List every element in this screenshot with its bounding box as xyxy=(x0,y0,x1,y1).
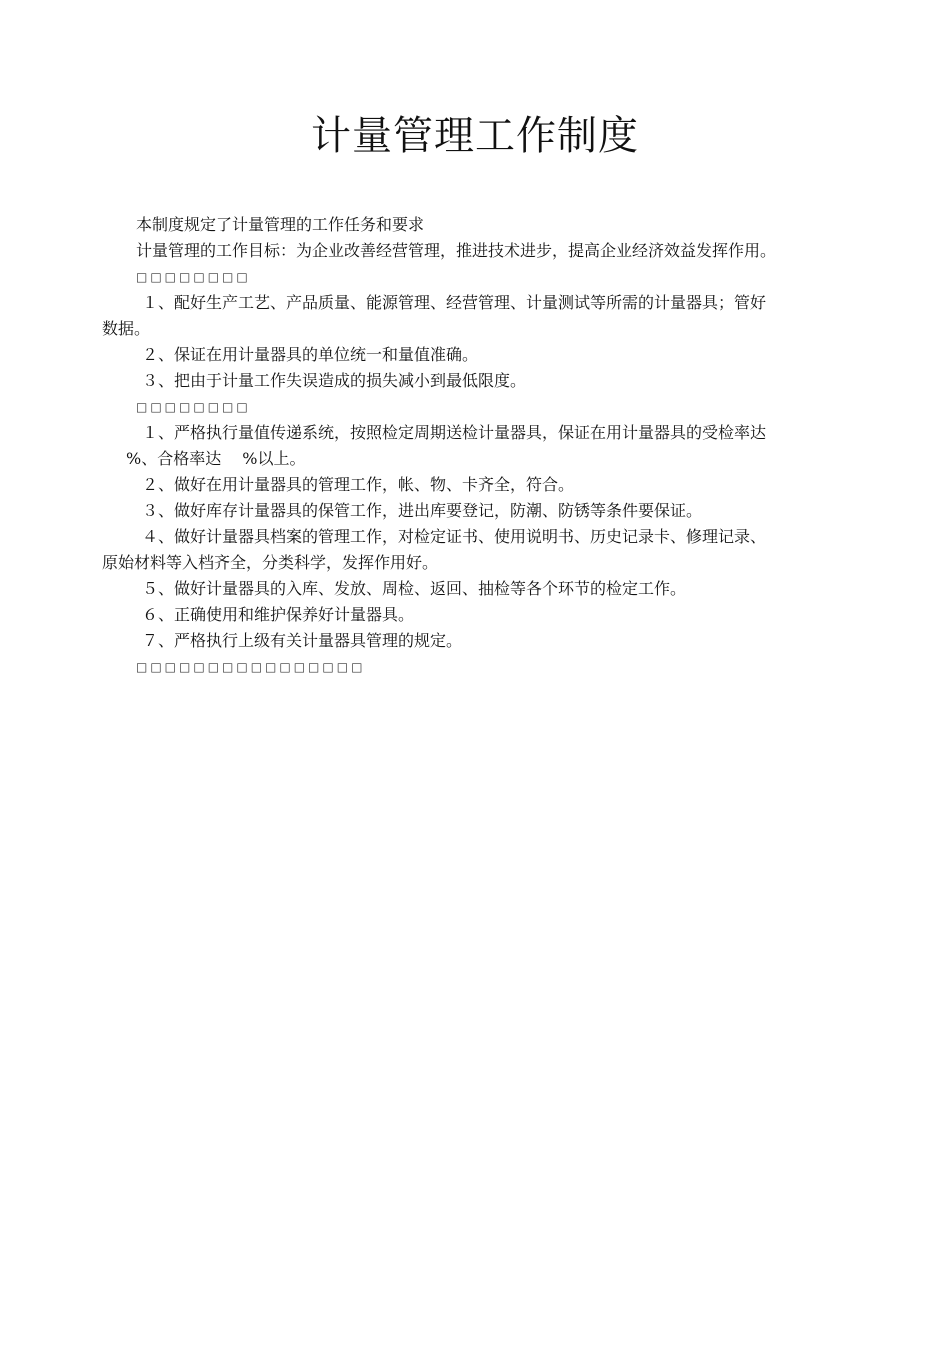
goal-paragraph: 计量管理的工作目标：为企业改善经营管理，推进技术进步，提高企业经济效益发挥作用。 xyxy=(136,241,777,260)
requirement-item-1 xyxy=(102,420,862,472)
task-item-1 xyxy=(102,290,862,342)
requirement-item-7: ７、严格执行上级有关计量器具管理的规定。 xyxy=(142,631,463,650)
requirement-item-4-text: ４、做好计量器具档案的管理工作，对检定证书、使用说明书、历史记录卡、修理记录、 xyxy=(142,527,767,546)
requirement-item-5: ５、做好计量器具的入库、发放、周检、返回、抽检等各个环节的检定工作。 xyxy=(142,579,687,598)
requirement-item-4-continuation: 原始材料等入档齐全，分类科学，发挥作用好。 xyxy=(102,553,439,572)
requirement-item-4 xyxy=(102,524,862,576)
section-heading-tasks: □□□□□□□□ xyxy=(136,270,251,284)
section-heading-requirements: □□□□□□□□ xyxy=(136,400,251,414)
requirement-item-6: ６、正确使用和维护保养好计量器具。 xyxy=(142,605,415,624)
requirement-item-3: ３、做好库存计量器具的保管工作，进出库要登记，防潮、防锈等条件要保证。 xyxy=(142,501,703,520)
task-item-1-continuation: 数据。 xyxy=(102,319,151,338)
intro-paragraph: 本制度规定了计量管理的工作任务和要求 xyxy=(136,215,425,234)
requirement-item-1-continuation: %、合格率达 %以上。 xyxy=(126,449,306,468)
requirement-item-1-text: １、严格执行量值传递系统，按照检定周期送检计量器具，保证在用计量器具的受检率达 xyxy=(142,423,767,442)
task-item-2: ２、保证在用计量器具的单位统一和量值准确。 xyxy=(142,345,479,364)
task-item-1-text: １、配好生产工艺、产品质量、能源管理、经营管理、计量测试等所需的计量器具；管好 xyxy=(142,293,767,312)
document-body xyxy=(102,212,862,680)
section-heading-final: □□□□□□□□□□□□□□□□ xyxy=(136,660,366,674)
requirement-item-2: ２、做好在用计量器具的管理工作，帐、物、卡齐全，符合。 xyxy=(142,475,575,494)
document-title: 计量管理工作制度 xyxy=(311,113,639,159)
task-item-3: ３、把由于计量工作失误造成的损失减小到最低限度。 xyxy=(142,371,527,390)
